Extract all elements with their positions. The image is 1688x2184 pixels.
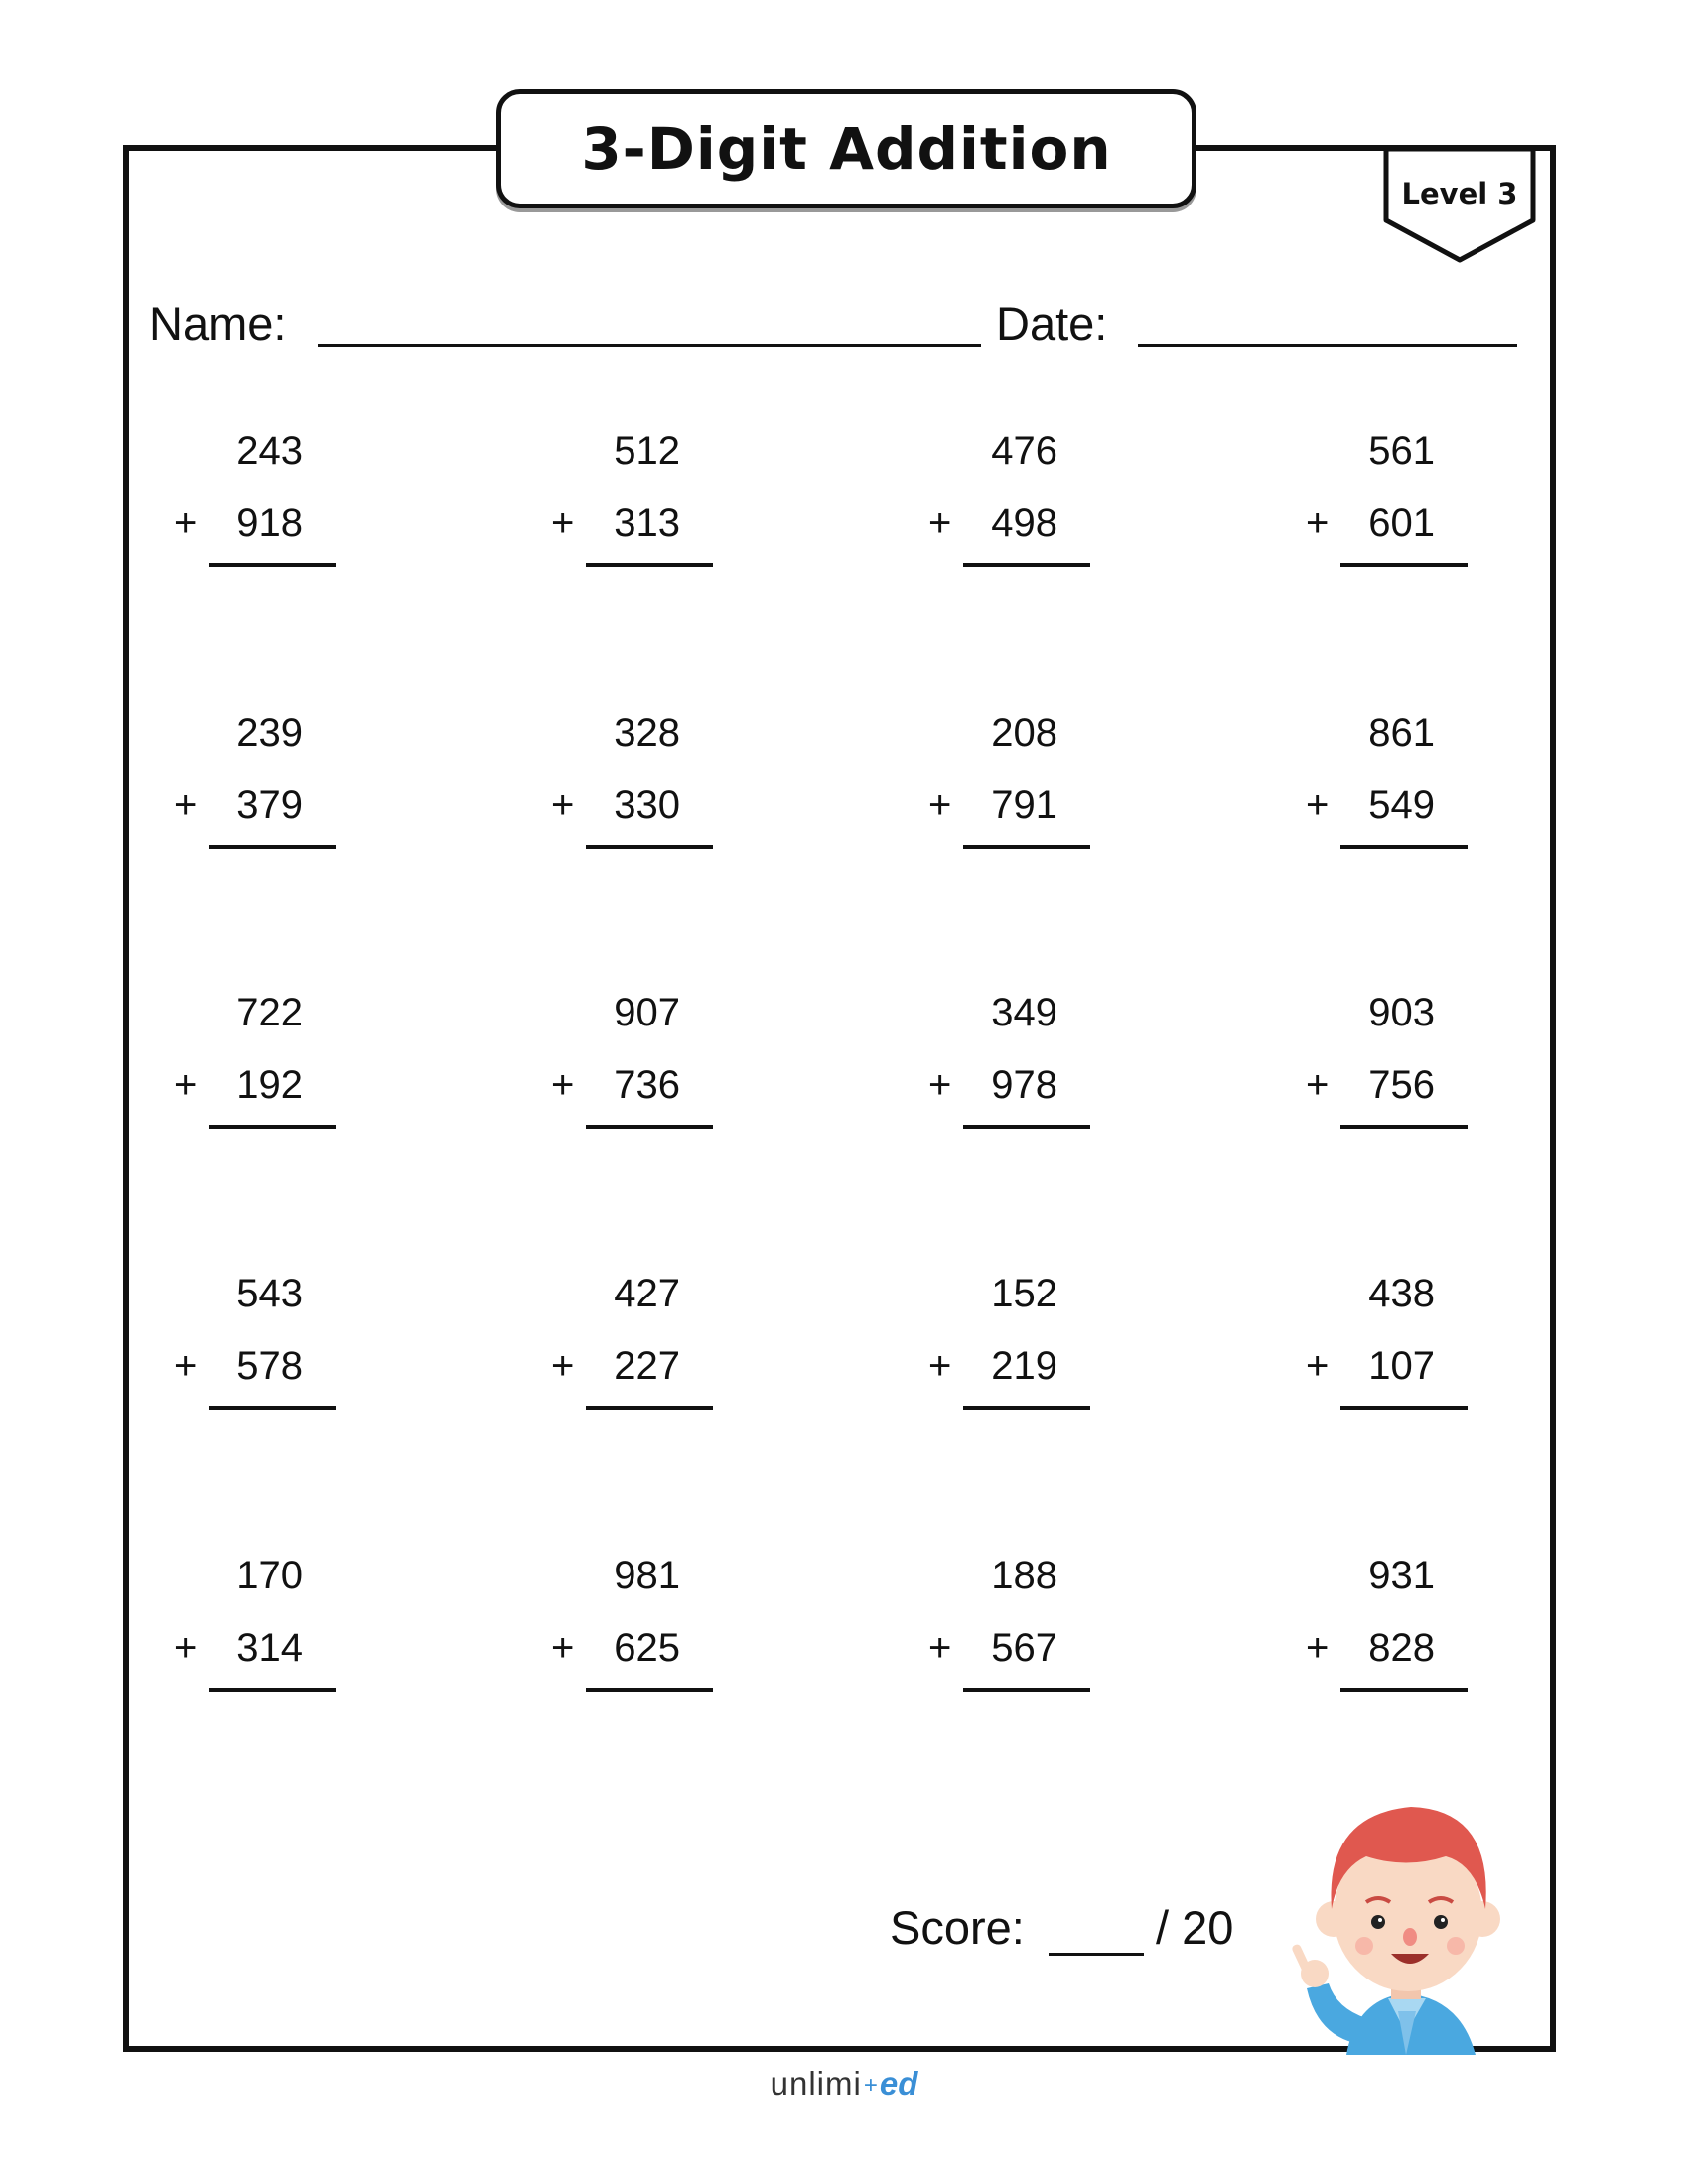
- plus-sign: +: [551, 1063, 575, 1107]
- addend-top: 243: [236, 429, 303, 473]
- level-badge: [1383, 149, 1536, 263]
- brand-part2: ed: [879, 2065, 918, 2102]
- answer-line[interactable]: [209, 1125, 336, 1129]
- addend-bottom: 578: [236, 1344, 303, 1388]
- addend-bottom: 978: [991, 1063, 1057, 1107]
- problem-6: [551, 711, 789, 870]
- brand-part1: unlimi: [770, 2065, 862, 2102]
- plus-sign: +: [928, 1344, 952, 1388]
- answer-line[interactable]: [1340, 1125, 1468, 1129]
- brand-logo: [0, 2065, 1688, 2103]
- plus-sign: +: [551, 501, 575, 545]
- page-title: 3-Digit Addition: [581, 115, 1112, 183]
- plus-sign: +: [1306, 501, 1330, 545]
- problem-9: [174, 991, 412, 1150]
- plus-sign: +: [174, 1626, 198, 1670]
- addend-top: 981: [614, 1554, 680, 1597]
- addend-bottom: 549: [1368, 783, 1435, 827]
- addend-top: 907: [614, 991, 680, 1034]
- name-label: Name:: [149, 297, 287, 349]
- addend-top: 427: [614, 1272, 680, 1315]
- answer-line[interactable]: [963, 1125, 1090, 1129]
- plus-sign: +: [928, 501, 952, 545]
- plus-sign: +: [551, 1344, 575, 1388]
- addend-top: 931: [1368, 1554, 1435, 1597]
- answer-line[interactable]: [1340, 1406, 1468, 1410]
- answer-line[interactable]: [209, 563, 336, 567]
- addend-bottom: 601: [1368, 501, 1435, 545]
- date-label: Date:: [996, 297, 1108, 349]
- problem-10: [551, 991, 789, 1150]
- plus-sign: +: [174, 1344, 198, 1388]
- answer-line[interactable]: [963, 1688, 1090, 1692]
- problem-7: [928, 711, 1167, 870]
- answer-line[interactable]: [586, 1688, 713, 1692]
- answer-line[interactable]: [586, 1406, 713, 1410]
- plus-sign: +: [551, 783, 575, 827]
- title-banner: [496, 89, 1196, 208]
- answer-line[interactable]: [209, 845, 336, 849]
- addend-bottom: 330: [614, 783, 680, 827]
- plus-sign: +: [1306, 1344, 1330, 1388]
- score-label: Score:: [890, 1901, 1025, 1954]
- addend-bottom: 736: [614, 1063, 680, 1107]
- addend-bottom: 192: [236, 1063, 303, 1107]
- problem-16: [1306, 1272, 1544, 1431]
- addend-top: 903: [1368, 991, 1435, 1034]
- problem-12: [1306, 991, 1544, 1150]
- answer-line[interactable]: [1340, 1688, 1468, 1692]
- problem-20: [1306, 1554, 1544, 1712]
- addend-bottom: 567: [991, 1626, 1057, 1670]
- plus-sign: +: [174, 783, 198, 827]
- addend-top: 512: [614, 429, 680, 473]
- addend-bottom: 314: [236, 1626, 303, 1670]
- problem-13: [174, 1272, 412, 1431]
- problem-1: [174, 429, 412, 588]
- addend-top: 438: [1368, 1272, 1435, 1315]
- problem-5: [174, 711, 412, 870]
- answer-line[interactable]: [209, 1688, 336, 1692]
- plus-sign: +: [174, 1063, 198, 1107]
- problem-18: [551, 1554, 789, 1712]
- addend-bottom: 379: [236, 783, 303, 827]
- addend-top: 861: [1368, 711, 1435, 754]
- name-field[interactable]: [318, 344, 981, 347]
- plus-sign: +: [928, 1626, 952, 1670]
- addend-bottom: 313: [614, 501, 680, 545]
- addend-top: 722: [236, 991, 303, 1034]
- answer-line[interactable]: [586, 845, 713, 849]
- boy-pointing-icon: [1277, 1795, 1535, 2055]
- addend-bottom: 756: [1368, 1063, 1435, 1107]
- score-field[interactable]: [1049, 1953, 1144, 1956]
- plus-sign: +: [174, 501, 198, 545]
- problem-11: [928, 991, 1167, 1150]
- addend-bottom: 625: [614, 1626, 680, 1670]
- plus-sign: +: [928, 783, 952, 827]
- addend-bottom: 918: [236, 501, 303, 545]
- addend-top: 188: [991, 1554, 1057, 1597]
- addend-top: 476: [991, 429, 1057, 473]
- brand-plus: +: [863, 2072, 878, 2100]
- answer-line[interactable]: [586, 563, 713, 567]
- score-total: / 20: [1156, 1901, 1234, 1954]
- addend-bottom: 227: [614, 1344, 680, 1388]
- plus-sign: +: [1306, 783, 1330, 827]
- problem-8: [1306, 711, 1544, 870]
- problem-15: [928, 1272, 1167, 1431]
- plus-sign: +: [928, 1063, 952, 1107]
- addend-bottom: 498: [991, 501, 1057, 545]
- answer-line[interactable]: [1340, 563, 1468, 567]
- addend-top: 561: [1368, 429, 1435, 473]
- date-field[interactable]: [1138, 344, 1517, 347]
- answer-line[interactable]: [586, 1125, 713, 1129]
- addend-top: 328: [614, 711, 680, 754]
- answer-line[interactable]: [963, 1406, 1090, 1410]
- answer-line[interactable]: [963, 563, 1090, 567]
- plus-sign: +: [551, 1626, 575, 1670]
- addend-top: 349: [991, 991, 1057, 1034]
- addend-top: 170: [236, 1554, 303, 1597]
- answer-line[interactable]: [1340, 845, 1468, 849]
- problem-2: [551, 429, 789, 588]
- problem-14: [551, 1272, 789, 1431]
- answer-line[interactable]: [963, 845, 1090, 849]
- addend-bottom: 107: [1368, 1344, 1435, 1388]
- level-label: Level 3: [1401, 177, 1518, 210]
- addend-top: 543: [236, 1272, 303, 1315]
- addend-bottom: 791: [991, 783, 1057, 827]
- problem-17: [174, 1554, 412, 1712]
- plus-sign: +: [1306, 1063, 1330, 1107]
- problem-3: [928, 429, 1167, 588]
- answer-line[interactable]: [209, 1406, 336, 1410]
- addend-top: 152: [991, 1272, 1057, 1315]
- addend-bottom: 828: [1368, 1626, 1435, 1670]
- plus-sign: +: [1306, 1626, 1330, 1670]
- addend-bottom: 219: [991, 1344, 1057, 1388]
- problem-4: [1306, 429, 1544, 588]
- addend-top: 239: [236, 711, 303, 754]
- addend-top: 208: [991, 711, 1057, 754]
- problem-19: [928, 1554, 1167, 1712]
